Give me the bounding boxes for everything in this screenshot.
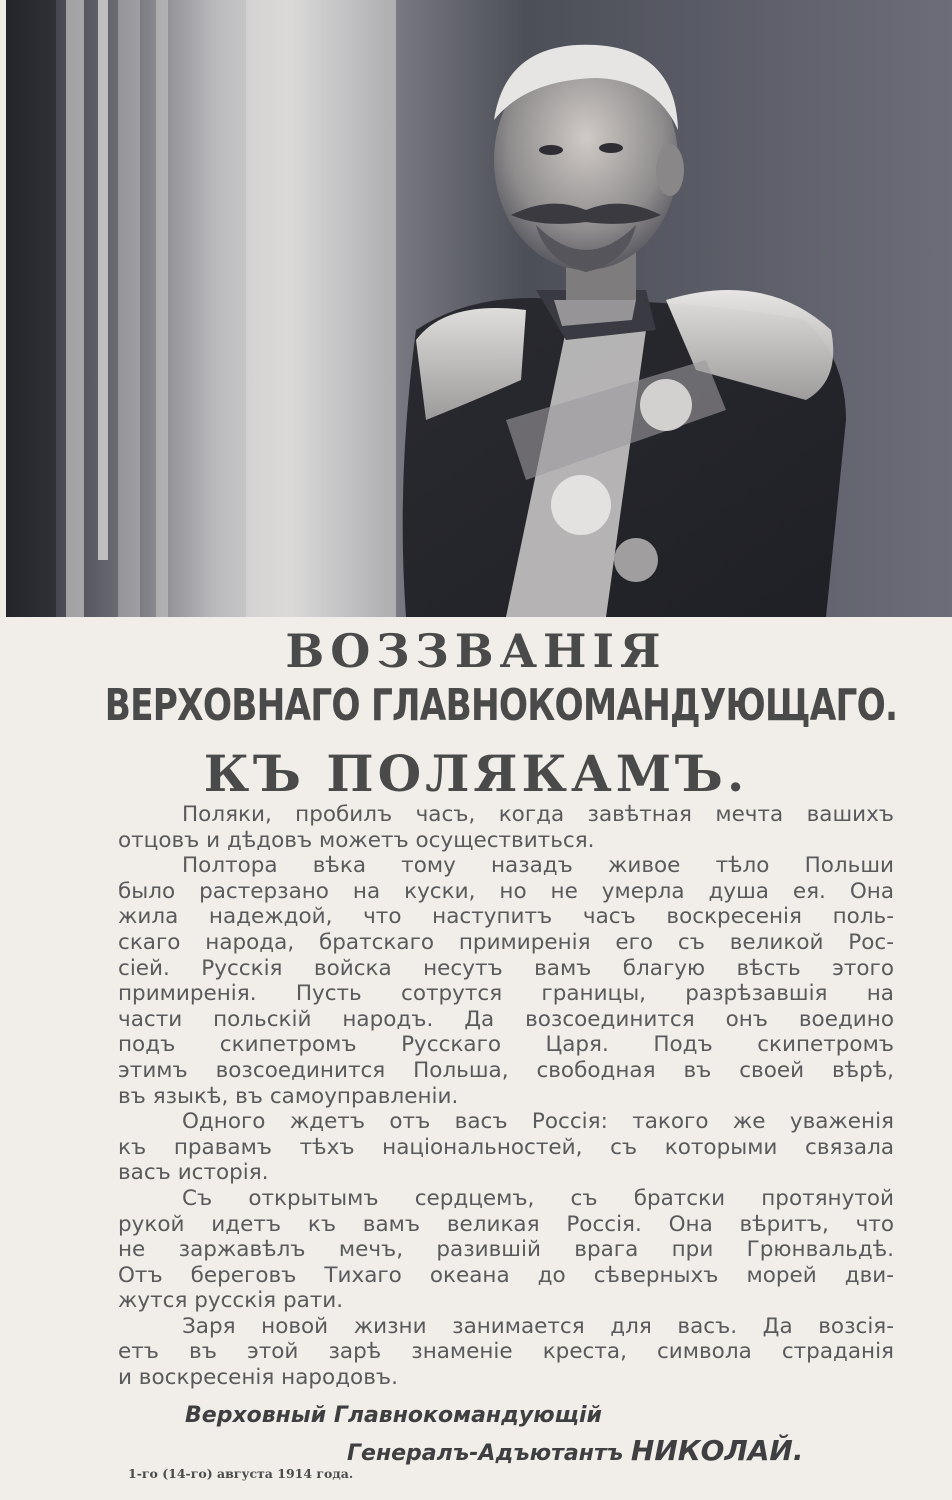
body-line: Съ открытымъ сердцемъ, съ братски протянутой: [182, 1185, 894, 1211]
proclamation-title: ВОЗЗВАНIЯ: [285, 624, 667, 678]
body-line: Отъ береговъ Тихаго океана до сѣверныхъ морей дви-: [118, 1262, 894, 1288]
signature-title: Верховный Главнокомандующій: [185, 1403, 602, 1428]
body-line: жутся русскiя рати.: [118, 1288, 344, 1314]
signature-name: НИКОЛАЙ.: [630, 1434, 804, 1467]
proclamation-body: [118, 802, 894, 1391]
body-line: рукой идетъ къ вамъ великая Россія. Она вѣритъ, что: [118, 1211, 894, 1237]
signature-rank: Генералъ-Адъютантъ: [347, 1441, 624, 1466]
body-line: васъ исторія.: [118, 1160, 269, 1186]
body-line: сiей. Русскiя войска несутъ вамъ благую вѣсть этого: [118, 955, 894, 981]
body-line: не заржавѣлъ мечъ, разившiй врага при Грюнвальдѣ.: [118, 1237, 894, 1263]
portrait-photograph: [6, 0, 952, 617]
body-line: етъ въ этой зарѣ знаменіе креста, символа страданія: [118, 1339, 894, 1365]
proclamation-date: 1-го (14-го) августа 1914 года.: [128, 1466, 354, 1481]
body-line: Полтора вѣка тому назадъ живое тѣло Польши: [182, 853, 894, 879]
portrait-illustration: [6, 0, 952, 617]
body-line: Заря новой жизни занимается для васъ. Да возсiя-: [182, 1313, 894, 1339]
body-line: жила надеждой, что наступитъ часъ воскресенія поль-: [118, 904, 894, 930]
body-line: и воскресенія народовъ.: [118, 1365, 398, 1391]
proclamation-subtitle: ВЕРХОВНАГО ГЛАВНОКОМАНДУЮЩАГО.: [104, 680, 898, 731]
body-line: примиренія. Пусть сотрутся границы, разрѣзавшiя на: [118, 981, 894, 1007]
body-line: скаго народа, братскаго примиренія его съ великой Рос-: [118, 929, 894, 955]
body-line: къ правамъ тѣхъ національностей, съ которыми связала: [118, 1134, 894, 1160]
body-line: Одного ждетъ отъ васъ Россія: такого же уваженія: [182, 1109, 894, 1135]
body-line: отцовъ и дѣдовъ можетъ осуществиться.: [118, 827, 595, 853]
body-line: въ языкѣ, въ самоуправленiи.: [118, 1083, 459, 1109]
body-line: этимъ возсоединится Польша, свободная въ своей вѣрѣ,: [118, 1057, 894, 1083]
proclamation-addressee: КЪ ПОЛЯКАМЪ.: [203, 744, 749, 803]
signature-name-line: [347, 1434, 803, 1467]
body-line: части польскiй народъ. Да возсоединится онъ воедино: [118, 1006, 894, 1032]
body-line: было растерзано на куски, но не умерла душа ея. Она: [118, 878, 894, 904]
body-line: Поляки, пробилъ часъ, когда завѣтная мечта вашихъ: [182, 802, 894, 827]
body-line: подъ скипетромъ Русскаго Царя. Подъ скипетромъ: [118, 1032, 894, 1058]
